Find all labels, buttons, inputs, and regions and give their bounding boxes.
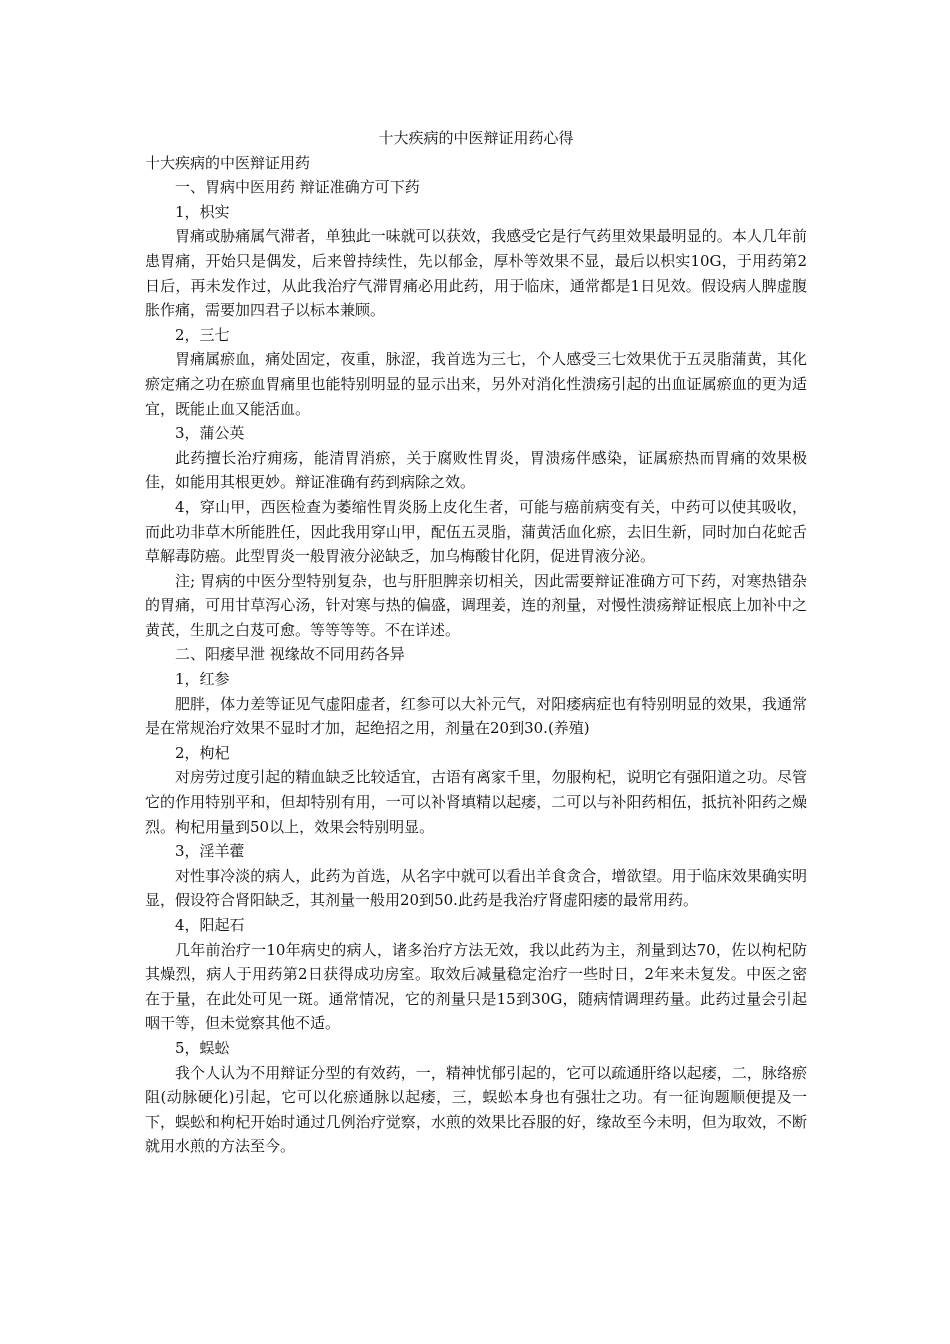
item-heading: 1，红参: [175, 670, 230, 689]
item-heading: 2，三七: [175, 325, 230, 344]
body-paragraph: 4，穿山甲，西医检查为萎缩性胃炎肠上皮化生者，可能与癌前病变有关，中药可以使其吸收，而此功非草木所能胜任，因此我用穿山甲，配伍五灵脂，蒲黄活血化瘀，去旧生新，同时加白花蛇舌草解毒防癌。此型胃炎一般胃液分泌缺乏，加乌梅酸甘化阴，促进胃液分泌。: [145, 497, 807, 566]
document-subtitle: 十大疾病的中医辩证用药: [145, 153, 311, 172]
item-heading: 4，阳起石: [175, 916, 245, 934]
body-paragraph: 对房劳过度引起的精血缺乏比较适宜，古语有离家千里，勿服枸杞，说明它有强阳道之功。尽管它的作用特别平和，但却特别有用，一可以补肾填精以起痿，二可以与补阳药相伍，抵抗补阳药之燥烈。枸杞用量到50以上，效果会特别明显。: [145, 768, 807, 836]
document-title: 十大疾病的中医辩证用药心得: [378, 129, 574, 147]
body-paragraph: 我个人认为不用辩证分型的有效药，一，精神忧郁引起的，它可以疏通肝络以起痿，二，脉络瘀阻(动脉硬化)引起，它可以化瘀通脉以起痿，三，蜈蚣本身也有强壮之功。有一征询题顺便提及一下，蜈蚣和枸杞开始时通过几例治疗觉察，水煎的效果比吞服的好，缘故至今未明，但为取效，不断就用水煎的方法至今。: [145, 1063, 807, 1156]
item-heading: 3，淫羊藿: [175, 842, 245, 861]
document-page: [145, 126, 807, 1159]
body-paragraph: 肥胖，体力差等证见气虚阳虚者，红参可以大补元气，对阳痿病症也有特别明显的效果，我通常是在常规治疗效果不显时才加，起绝招之用，剂量在20到30.(养殖): [145, 694, 807, 738]
section-heading: 一、胃病中医用药 辩证准确方可下药: [175, 178, 420, 197]
body-paragraph: 胃痛或胁痛属气滞者，单独此一味就可以获效，我感受它是行气药里效果最明显的。本人几年前患胃痛，开始只是偶发，后来曾持续性，先以郁金，厚朴等效果不显，最后以枳实10G，于用药第2日后，再未发作过，从此我治疗气滞胃痛必用此药，用于临床，通常都是1日见效。假设病人脾虚腹胀作痛，需要加四君子以标本兼顾。: [145, 227, 807, 320]
note-paragraph: 注; 胃病的中医分型特别复杂，也与肝胆脾亲切相关，因此需要辩证准确方可下药，对寒热错杂的胃痛，可用甘草泻心汤，针对寒与热的偏盛，调理姜，连的剂量，对慢性溃疡辩证根底上加补中之黄芪，生肌之白芨可愈。等等等等。不在详述。: [145, 571, 807, 639]
item-heading: 2，枸杞: [175, 743, 230, 762]
item-heading: 3，蒲公英: [175, 424, 245, 443]
body-paragraph: 此药擅长治疗痈疡，能清胃消瘀，关于腐败性胃炎，胃溃疡伴感染，证属瘀热而胃痛的效果极佳，如能用其根更妙。辩证准确有药到病除之效。: [145, 448, 807, 492]
body-paragraph: 几年前治疗一10年病史的病人，诸多治疗方法无效，我以此药为主，剂量到达70，佐以枸杞防其燥烈，病人于用药第2日获得成功房室。取效后减量稳定治疗一些时日，2年来未复发。中医之密在于量，在此处可见一斑。通常情况，它的剂量只是15到30G，随病情调理药量。此药过量会引起咽干等，但未觉察其他不适。: [145, 940, 807, 1033]
section-heading: 二、阳痿早泄 视缘故不同用药各异: [175, 645, 405, 664]
item-heading: 5，蜈蚣: [175, 1038, 230, 1057]
body-paragraph: 对性事冷淡的病人，此药为首选，从名字中就可以看出羊食贪合，增欲望。用于临床效果确实明显，假设符合肾阳缺乏，其剂量一般用20到50.此药是我治疗肾虚阳痿的最常用药。: [145, 866, 807, 910]
body-paragraph: 胃痛属瘀血，痛处固定，夜重，脉涩，我首选为三七，个人感受三七效果优于五灵脂蒲黄，其化瘀定痛之功在瘀血胃痛里也能特别明显的显示出来，另外对消化性溃疡引起的出血证属瘀血的更为适宜，既能止血又能活血。: [145, 350, 807, 418]
item-heading: 1，枳实: [175, 202, 230, 221]
